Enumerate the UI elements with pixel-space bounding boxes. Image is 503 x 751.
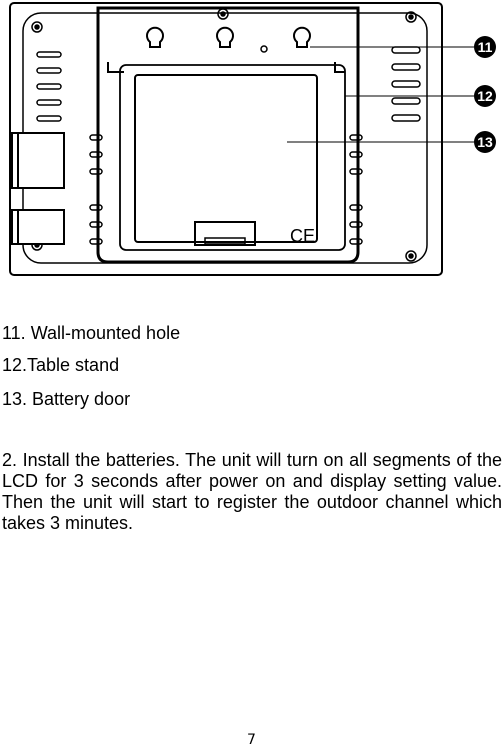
device-outer-frame	[10, 3, 442, 275]
svg-text:11: 11	[477, 39, 493, 55]
keyhole-center	[217, 28, 233, 47]
device-inner-frame	[23, 13, 427, 263]
legend-item-battery-door: 13. Battery door	[2, 389, 131, 409]
svg-text:13: 13	[477, 134, 493, 150]
side-tabs	[12, 133, 64, 244]
callout-11	[474, 36, 496, 58]
callout-12	[474, 85, 496, 107]
keyhole-right	[294, 28, 310, 47]
callout-13	[474, 131, 496, 153]
ce-mark: CE	[290, 226, 316, 246]
keyhole-left	[147, 28, 163, 47]
legend-item-wall-mounted-hole: 11. Wall-mounted hole	[2, 323, 181, 343]
wall-mount-holes	[147, 28, 310, 52]
vent-slots-right	[350, 47, 420, 244]
install-batteries-paragraph: 2. Install the batteries. The unit will turn on all segments of the LCD for 3 seconds after power on and display setting value. Then the unit will start to register the outdoor channel which takes 3 minutes.	[2, 450, 502, 533]
battery-door	[135, 75, 317, 242]
leader-lines	[287, 47, 474, 142]
legend-item-table-stand: 12.Table stand	[2, 355, 120, 375]
page-number: 7	[247, 732, 256, 748]
device-back-illustration	[0, 0, 503, 285]
svg-text:12: 12	[477, 88, 493, 104]
